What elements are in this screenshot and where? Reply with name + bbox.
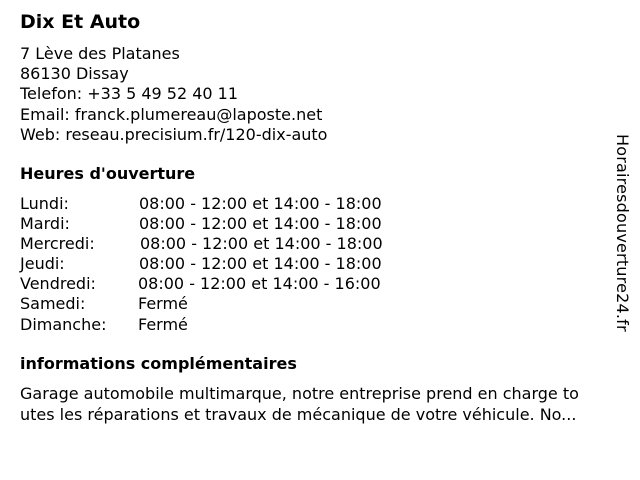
opening-hours-heading: Heures d'ouverture (20, 164, 196, 183)
day-hours: 08:00 - 12:00 et 14:00 - 18:00 (140, 234, 383, 254)
address-street: 7 Lève des Platanes (20, 44, 180, 63)
business-name: Dix Et Auto (20, 11, 141, 33)
day-label: Mercredi: (20, 234, 95, 254)
description-line: Garage automobile multimarque, notre entreprise prend en charge to (20, 384, 579, 403)
additional-info-heading: informations complémentaires (20, 354, 297, 373)
day-hours: 08:00 - 12:00 et 14:00 - 16:00 (138, 274, 381, 294)
day-label: Dimanche: (20, 314, 107, 334)
day-hours: Fermé (138, 294, 188, 314)
day-label: Lundi: (20, 194, 69, 213)
day-hours: Fermé (138, 314, 188, 334)
address-city: 86130 Dissay (20, 64, 129, 84)
site-watermark: Horairesdouverture24.fr (613, 134, 632, 332)
contact-block (20, 44, 327, 145)
web-line: Web: reseau.precisium.fr/120-dix-auto (20, 124, 328, 144)
day-label: Samedi: (20, 294, 86, 314)
day-label: Vendredi: (20, 274, 96, 294)
phone-line: Telefon: +33 5 49 52 40 11 (20, 84, 239, 104)
day-hours: 08:00 - 12:00 et 14:00 - 18:00 (139, 254, 382, 274)
description-line: utes les réparations et travaux de mécanique de votre véhicule. No... (20, 404, 577, 424)
email-line: Email: franck.plumereau@laposte.net (20, 104, 323, 124)
day-label: Jeudi: (20, 254, 65, 274)
description-text (20, 384, 630, 425)
day-label: Mardi: (20, 214, 70, 234)
day-hours: 08:00 - 12:00 et 14:00 - 18:00 (139, 214, 382, 234)
day-hours: 08:00 - 12:00 et 14:00 - 18:00 (139, 194, 382, 213)
